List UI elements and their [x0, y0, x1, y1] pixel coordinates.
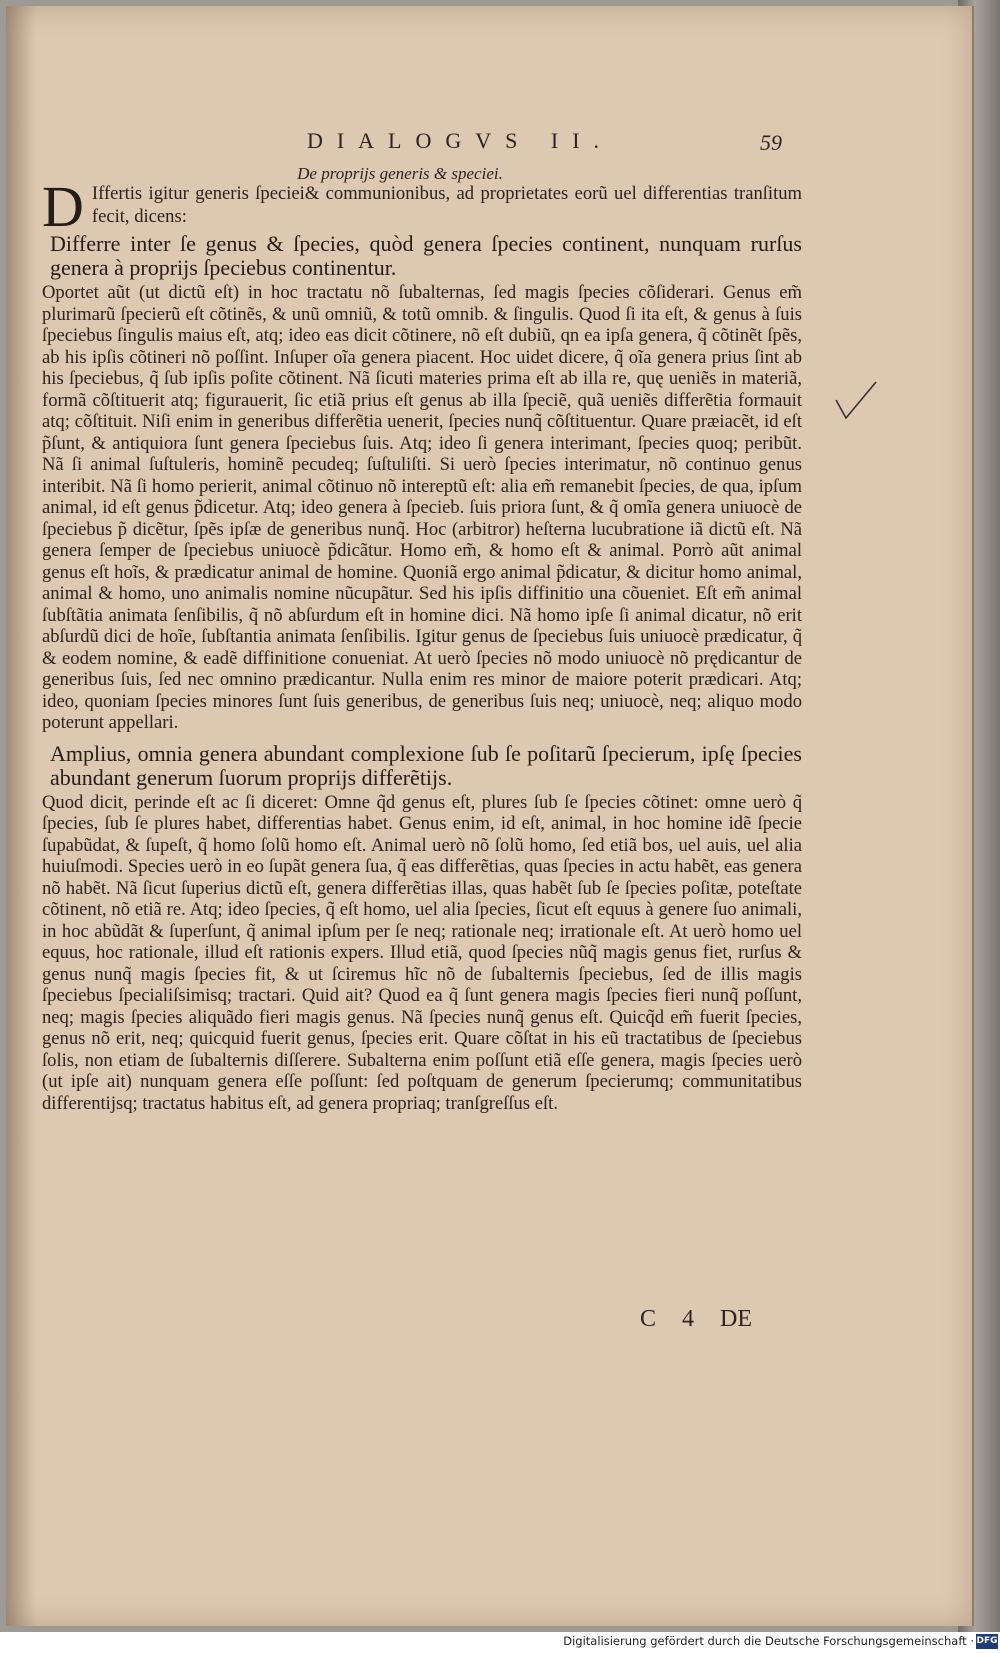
lemma-quote-1: Differre inter ſe genus & ſpecies, quòd genera ſpecies continent, nunquam rurſus genera à proprijs ſpeciebus continentur. [50, 231, 802, 280]
catchword: DE [720, 1306, 753, 1332]
page-number: 59 [760, 130, 782, 155]
gutter-shadow [6, 6, 36, 1626]
page-body [42, 174, 802, 1114]
signature-line [640, 1306, 820, 1333]
commentary-paragraph-2: Quod dicit, perinde eſt ac ſi diceret: Omne q̃d genus eſt, plures ſub ſe ſpecies cõtinet: omne uerò q̃ ſpecies, ſub ſe plures habet, differentias habet. Genus enim, id eſt, animal, in hoc homine idẽ ſpecie ſupabũdat, & ſupeſt, q̃ homo ſolũ homo eſt. Animal uerò nõ ſolũ homo, ſed etiã bos, uel auis, uel alia huiuſmodi. Species uerò in eo ſupãt genera ſua, q̃ eas differẽtias, quas ſpecies in actu habẽt, eas genera nõ habẽt. Nã ſicut ſuperius dictũ eſt, genera differẽtias illas, quas habẽt ſub ſe ſpecies poſitæ, poteſtate cõtinent, nõ etiã re. Atq; ideo ſpecies, q̃ eſt homo, uel alia ſpecies, ſicut eſt equus à genere ſuo animali, in hoc abũdãt & ſuperſunt, q̃ animal ipſum per ſe neq; rationale neq; irrationale eſt. At uerò homo uel equus, hoc rationale, illud eſt rationis expers. Illud etiã, quod ſpecies nũq̃ magis genus fiet, rurſus & genus nunq̃ magis ſpecies fit, & ut ſciremus hĩc nõ de ſubalternis ſpeciebus, ſed de illis magis ſpeciebus ſpecialiſsimisq; tractari. Quid ait? Quod ea q̃ ſunt genera magis ſpecies fieri nunq̃ poſſunt, neq; magis ſpecies aliquãdo fieri magis genus. Nã ſpecies nunq̃ genus eſt. Quicq̃d em̃ fuerit ſpecies, genus nõ erit, neq; quicquid fuerit genus, ſpecies erit. Quare cõſtat in his eũ tractatibus de ſpeciebus ſolis, non etiam de ſubalternis diſſerere. Subalterna enim poſſunt etiã eſſe genera, magis ſpecies uerò (ut ipſe ait) nunquam genera eſſe poſſunt: ſed poſtquam de generum ſpecierumq; communitatibus differentijsq; tractatus habitus eſt, ad genera propriaq; tranſgreſſus eſt. [42, 791, 802, 1114]
funding-credit: Digitalisierung gefördert durch die Deutsche Forschungsgemeinschaft · [563, 1634, 974, 1648]
running-title: DIALOGVS II. [306, 128, 614, 153]
signature-mark: C 4 [640, 1306, 695, 1332]
lemma-quote-2: Amplius, omnia genera abundant complexione ſub ſe poſitarũ ſpecierum, ipſę ſpecies abundant generum ſuorum proprijs differẽtijs. [50, 740, 802, 790]
drop-cap: D [42, 174, 84, 239]
paragraph-intro [42, 174, 802, 239]
footer-bar [0, 1632, 1000, 1653]
dfg-logo: DFG [976, 1634, 998, 1649]
section-title: De proprijs generis & speciei. [297, 164, 503, 183]
handwritten-check-mark [832, 378, 880, 426]
commentary-paragraph-1: Oportet aũt (ut dictũ eſt) in hoc tractatu nõ ſubalternas, ſed magis ſpecies cõſiderari. Genus em̃ plurimarũ ſpecierũ eſt cõtinẽs, & unũ omniũ, & totũ omnib. & ſingulis. Quod ſi ita eſt, & genus à ſuis ſpeciebus ſingulis maius eſt, atq; ideo eas dicit cõtinere, nõ eſt dubiũ, qn ea ipſa genera, q̃ cõtinẽt ſpẽs, ab his ipſis cõtineri nõ poſſint. Inſuper oĩa genera piacent. Hoc uidet dicere, q̃ oĩa genera prius ſint ab his ſpeciebus, q̃ ſub ipſis poſite cõtinent. Nã ſicuti materies prima eſt ab illa re, quę ueniẽs in materiã, formã cõſtituerit atq; figurauerit, ſic etiã prius eſt genus ab illa ſpeciẽ, quã ueniẽs differẽtia formauit atq; cõſtituit. Niſi enim in generibus differẽtia uenerit, ſpecies nunq̃ cõſtituentur. Quare præiacẽt, id eſt p̃ſunt, & antiquiora ſunt genera ſpeciebus ſuis. Atq; ideo ſi genera interimant, ſpecies quoq; peribũt. Nã ſi animal ſuſtuleris, hominẽ pecudeq; ſuſtuliſti. Si uerò ſpecies interimatur, nõ continuo genus interibit. Nã ſi homo perierit, animal cõtinuo nõ intereptũ eſt: alia em̃ remanebit ſpecies, de qua, ipſum animal, id eſt genus p̃dicetur. Atq; ideo genera à ſpecieb. ſuis priora ſunt, & q̃ omĩa genera uniuocè de ſpeciebus p̃ dicẽtur, ſpẽs ipſæ de generibus nunq̃. Hoc (arbitror) heſterna lucubratione iã dictũ eſt. Nã genera ſemper de ſpeciebus uniuocè p̃dicãtur. Homo em̃, & homo eſt & animal. Porrò aũt animal genus eſt hoĩs, & prædicatur animal de homine. Quoniã ergo animal p̃dicatur, & dicitur homo animal, animal & homo, uno animalis nomine nũcupãtur. Sed his ipſis diffinitio una cõueniet. Eſt em̃ animal ſubſtãtia animata ſenſibilis, q̃ nõ abſurdum eſt in homine dici. Nã homo ipſe ſi animal dicatur, nõ erit abſurdũ dici de hoĩe, ſubſtantia animata ſenſibilis. Igitur genus de ſpeciebus ſuis uniuocè prædicatur, q̃ & eodem nomine, & eadẽ diffinitione conueniat. At uerò ſpecies nõ modo uniuocè nõ prędicantur de generibus ſuis, ſed nec omnino prædicantur. Nulla enim res minor de maiore poterit prædicari. Atq; ideo, quoniam ſpecies minores ſunt ſuis generibus, de generibus ſuis neq; uniuocè, neq; aliquo modo poterunt appellari. [42, 282, 802, 733]
paragraph-intro-text: Iffertis igitur generis ſpeciei& communionibus, ad proprietates eorũ uel differentias tranſitum fecit, dicens: [91, 183, 802, 227]
